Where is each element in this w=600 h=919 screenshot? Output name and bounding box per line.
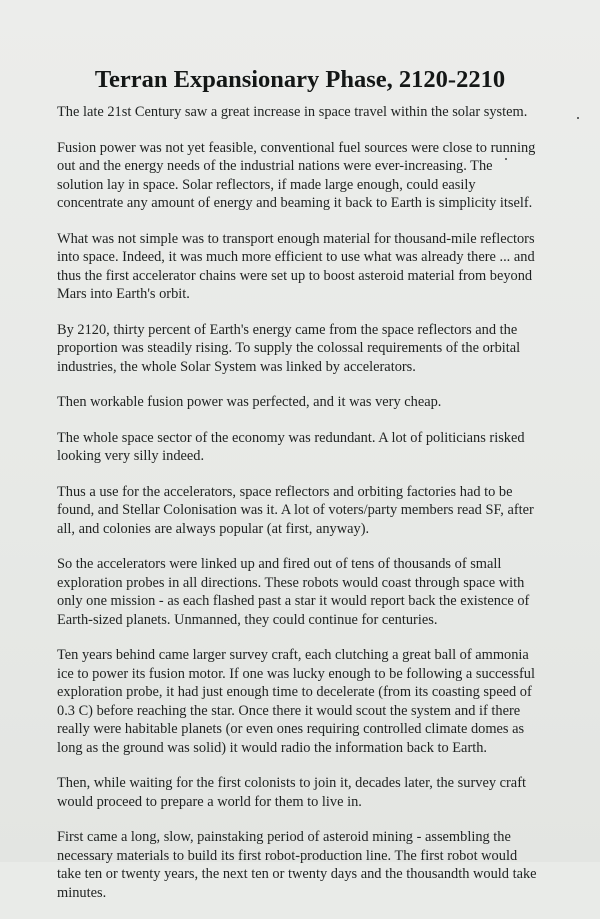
text-line: found, and Stellar Colonisation was it. A lot of voters/party members read SF, after — [57, 502, 534, 518]
paragraph — [57, 774, 577, 811]
text-line: Then workable fusion power was perfected, and it was very cheap. — [57, 394, 442, 410]
text-line: long as the ground was solid) it would radio the information back to Earth. — [57, 739, 488, 756]
text-line: Earth-sized planets. Unmanned, they could continue for centuries. — [57, 611, 438, 628]
text-line: Ten years behind came larger survey craft, each clutching a great ball of ammonia — [57, 647, 529, 663]
paragraph — [57, 646, 577, 757]
paragraph — [57, 483, 577, 539]
body-text — [57, 103, 577, 919]
text-line: By 2120, thirty percent of Earth's energy came from the space reflectors and the — [57, 321, 518, 338]
text-line: The late 21st Century saw a great increase in space travel within the solar system. — [57, 104, 528, 120]
text-line: take ten or twenty years, the next ten or twenty days and the thousandth would take — [57, 866, 537, 882]
text-line: concentrate any amount of energy and beaming it back to Earth is simplicity itself. — [57, 195, 533, 211]
text-line: exploration probe, it had just enough time to decelerate (from its coasting speed of — [57, 684, 532, 700]
page-title: Terran Expansionary Phase, 2120-2210 — [94, 66, 506, 93]
text-line: proportion was steadily rising. To supply the colossal requirements of the orbital — [57, 340, 521, 356]
text-line: necessary materials to build its first robot-production line. The first robot would — [57, 847, 518, 864]
paragraph — [57, 103, 577, 122]
text-line: What was not simple was to transport enough material for thousand-mile reflectors — [57, 230, 535, 247]
text-line: would proceed to prepare a world for them to live in. — [57, 793, 362, 810]
text-line: industries, the whole Solar System was linked by accelerators. — [57, 358, 416, 375]
paragraph — [57, 555, 577, 629]
dust-speck — [577, 117, 579, 119]
text-line: minutes. — [57, 884, 107, 901]
text-line: solution lay in space. Solar reflectors, if made large enough, could easily — [57, 176, 476, 193]
paragraph — [57, 321, 577, 377]
text-line: Fusion power was not yet feasible, conventional fuel sources were close to running — [57, 139, 536, 156]
text-line: The whole space sector of the economy was redundant. A lot of politicians risked — [57, 429, 525, 446]
text-line: all, and colonies are always popular (at first, anyway). — [57, 520, 370, 537]
text-line: Then, while waiting for the first colonists to join it, decades later, the survey craft — [57, 775, 526, 791]
text-line: ice to power its fusion motor. If one was lucky enough to be following a successful — [57, 665, 535, 682]
text-line: into space. Indeed, it was much more efficient to use what was already there ... and — [57, 249, 535, 265]
text-line: out and the energy needs of the industrial nations were ever-increasing. The — [57, 158, 493, 174]
text-line: only one mission - as each flashed past a star it would report back the existence of — [57, 593, 530, 609]
paragraph — [57, 139, 577, 213]
text-line: Mars into Earth's orbit. — [57, 286, 190, 302]
text-line: exploration probes in all directions. These robots would coast through space with — [57, 574, 525, 591]
paragraph — [57, 828, 577, 902]
text-line: First came a long, slow, painstaking period of asteroid mining - assembling the — [57, 829, 511, 845]
dust-speck — [505, 158, 507, 160]
text-line: thus the first accelerator chains were set up to boost asteroid material from beyond — [57, 267, 533, 284]
text-line: Thus a use for the accelerators, space reflectors and orbiting factories had to be — [57, 483, 513, 500]
text-line: really were habitable planets (or even ones requiring controlled climate domes as — [57, 721, 525, 737]
paragraph — [57, 230, 577, 304]
paragraph — [57, 393, 577, 412]
text-line: looking very silly indeed. — [57, 448, 205, 464]
paragraph — [57, 429, 577, 466]
text-line: So the accelerators were linked up and fired out of tens of thousands of small — [57, 556, 502, 572]
text-line: 0.3 C) before reaching the star. Once there it would scout the system and if there — [57, 702, 521, 719]
